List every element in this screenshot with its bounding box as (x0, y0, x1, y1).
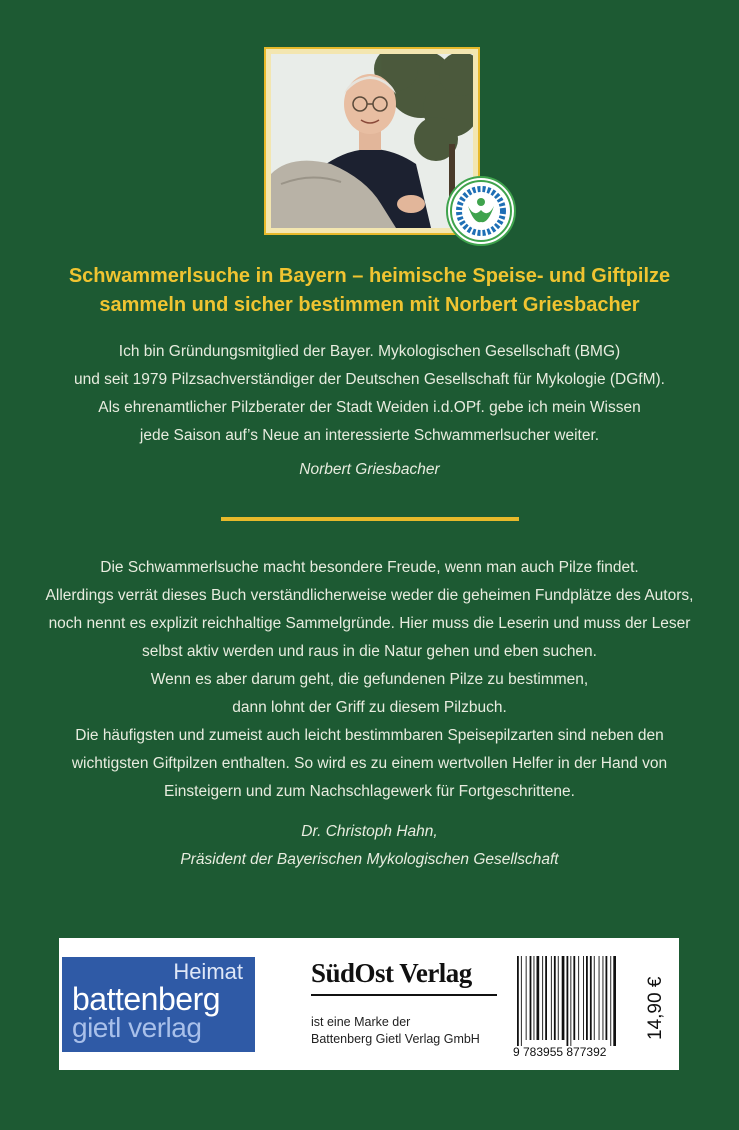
price-label-wrapper (645, 976, 667, 1050)
foreword-line: Einsteigern und zum Nachschlagewerk für Fortgeschrittene. (164, 783, 575, 800)
isbn-number: 9 783955 877392 (513, 1045, 607, 1059)
suedost-verlag-logo: SüdOst Verlag (311, 958, 472, 988)
barcode-bar (551, 956, 552, 1040)
barcode-bar (606, 956, 608, 1040)
logo-gietl: gietl verlag (72, 1012, 202, 1043)
publisher-band (59, 938, 679, 1070)
headline-line-1: Schwammerlsuche in Bayern – heimische Speise- und Giftpilze (68, 265, 671, 287)
barcode-bar (613, 956, 616, 1046)
author-signature: Norbert Griesbacher (299, 461, 440, 478)
foreword-line: dann lohnt der Griff zu diesem Pilzbuch. (232, 699, 507, 716)
author-line: Als ehrenamtlicher Pilzberater der Stadt Weiden i.d.OPf. gebe ich mein Wissen (98, 399, 641, 416)
battenberg-gietl-logo (62, 957, 255, 1052)
barcode-bar (558, 956, 559, 1040)
publisher-rule (311, 994, 497, 996)
headline (60, 262, 679, 320)
barcode-bar (521, 956, 522, 1046)
barcode-bar (537, 956, 540, 1040)
barcode-bar (567, 956, 569, 1046)
publisher-note-line-1: ist eine Marke der (311, 1015, 411, 1029)
foreword-line: wichtigsten Giftpilzen enthalten. So wird es zu einem wertvollen Helfer in der Hand von (71, 755, 668, 772)
barcode-bar (603, 956, 604, 1040)
foreword-line: selbst aktiv werden und raus in die Natur gehen und eben suchen. (142, 643, 597, 660)
barcode-bar (586, 956, 588, 1040)
seal-emblem-icon (448, 178, 514, 244)
foreword-line: Die Schwammerlsuche macht besondere Freude, wenn man auch Pilze findet. (100, 559, 639, 576)
logo-heimat: Heimat (173, 959, 243, 984)
barcode-bar (578, 956, 579, 1040)
seal-badge (446, 176, 516, 246)
author-paragraph (40, 338, 699, 450)
gold-divider (221, 517, 519, 521)
foreword-line: Die häufigsten und zumeist auch leicht bestimmbaren Speisepilzarten sind neben den (75, 727, 664, 744)
foreword-signature-title: Präsident der Bayerischen Mykologischen Gesellschaft (180, 851, 559, 868)
author-photo-illustration (271, 54, 473, 228)
barcode-bar (526, 956, 527, 1040)
author-line: und seit 1979 Pilzsachverständiger der Deutschen Gesellschaft für Mykologie (DGfM). (74, 371, 665, 388)
barcode-bar (530, 956, 532, 1040)
publisher-note-line-2: Battenberg Gietl Verlag GmbH (311, 1032, 480, 1046)
barcode-bar (534, 956, 535, 1040)
barcode-bar (545, 956, 547, 1040)
barcode-bar (610, 956, 611, 1046)
barcode-bar (599, 956, 600, 1040)
foreword-line: Wenn es aber darum geht, die gefundenen Pilze zu bestimmen, (150, 671, 589, 688)
barcode-bar (583, 956, 584, 1040)
author-line: jede Saison auf’s Neue an interessierte Schwammerlsucher weiter. (139, 427, 600, 444)
barcode-bar (570, 956, 571, 1046)
foreword-signature-name: Dr. Christoph Hahn, (301, 823, 438, 840)
publisher-note (311, 1014, 480, 1048)
author-photo (271, 54, 473, 228)
foreword-paragraph (40, 554, 699, 806)
author-line: Ich bin Gründungsmitglied der Bayer. Mykologischen Gesellschaft (BMG) (118, 343, 621, 360)
barcode-bar (562, 956, 565, 1040)
barcode-bar (554, 956, 556, 1040)
barcode-bar (594, 956, 595, 1040)
foreword-line: noch nennt es explizit reichhaltige Sammelgründe. Hier muss die Leserin und muss der Leser (48, 615, 691, 632)
barcode-bar (542, 956, 543, 1040)
barcode (515, 956, 635, 1046)
barcode-bar (517, 956, 519, 1046)
foreword-line: Allerdings verrät dieses Buch verständlicherweise weder die geheimen Fundplätze des Autors, (45, 587, 694, 604)
price-label: 14,90 € (645, 976, 666, 1040)
logo-battenberg: battenberg (72, 981, 221, 1017)
headline-line-2: sammeln und sicher bestimmen mit Norbert Griesbacher (99, 294, 640, 316)
barcode-bar (573, 956, 575, 1040)
barcode-bar (590, 956, 592, 1040)
